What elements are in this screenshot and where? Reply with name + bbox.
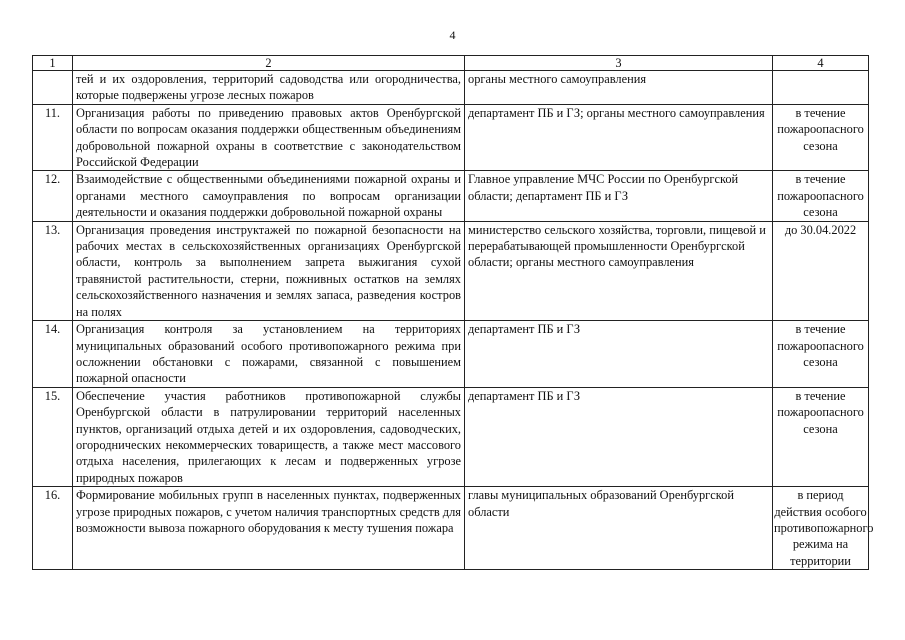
table-row <box>33 387 869 486</box>
table-row <box>33 71 869 105</box>
row-executor: департамент ПБ и ГЗ <box>465 387 773 486</box>
row-deadline <box>773 71 869 105</box>
row-activity: Организация проведения инструктажей по пожарной безопасности на рабочих местах в сельскохозяйственных организациях Оренбургской области, контроль за выполнением запрета выжигания сухой травянистой растительности, стерни, пожнивных остатков на землях сельскохозяйственного назначения и землях запаса, разведения костров на полях <box>73 221 465 320</box>
row-activity: Взаимодействие с общественными объединениями пожарной охраны и органами местного самоуправления по вопросам организации деятельности и оказания поддержки добровольной пожарной охраны <box>73 171 465 221</box>
header-col-deadline: 4 <box>773 56 869 71</box>
row-number: 15. <box>33 387 73 486</box>
row-executor: главы муниципальных образований Оренбургской области <box>465 487 773 570</box>
header-col-number: 1 <box>33 56 73 71</box>
row-deadline: в период действия особого противопожарного режима на территории <box>774 488 874 568</box>
row-number: 13. <box>33 221 73 320</box>
table-row <box>33 221 869 320</box>
row-deadline: в течение пожароопасного сезона <box>773 104 869 171</box>
table-row <box>33 321 869 388</box>
row-activity: Организация контроля за установлением на территориях муниципальных образований особого противопожарного режима при осложнении обстановки с пожарами, связанной с повышением пожарной опасности <box>73 321 465 388</box>
table-row <box>33 104 869 171</box>
row-number <box>33 71 73 105</box>
row-number: 16. <box>33 487 73 570</box>
table-row <box>33 487 869 570</box>
row-number: 14. <box>33 321 73 388</box>
row-executor: Главное управление МЧС России по Оренбургской области; департамент ПБ и ГЗ <box>465 171 773 221</box>
row-executor: департамент ПБ и ГЗ; органы местного самоуправления <box>465 104 773 171</box>
row-deadline: в течение пожароопасного сезона <box>773 387 869 486</box>
row-executor: министерство сельского хозяйства, торговли, пищевой и перерабатывающей промышленности Оренбургской области; органы местного самоуправления <box>465 221 773 320</box>
row-deadline: в течение пожароопасного сезона <box>773 171 869 221</box>
row-number: 12. <box>33 171 73 221</box>
action-plan-table <box>32 55 874 570</box>
row-activity: Обеспечение участия работников противопожарной службы Оренбургской области в патрулировании территорий населенных пунктов, организаций отдыха детей и их оздоровления, садоводческих, огороднических некоммерческих товариществ, а также мест массового отдыха населения, прилегающих к лесам и подверженных угрозе природных пожаров <box>73 387 465 486</box>
row-activity: Организация работы по приведению правовых актов Оренбургской области по вопросам оказания поддержки общественным объединениям добровольной пожарной охраны в соответствие с законодательством Российской Федерации <box>73 104 465 171</box>
table-row <box>33 171 869 221</box>
page-number: 4 <box>449 28 456 42</box>
row-number: 11. <box>33 104 73 171</box>
header-col-executor: 3 <box>465 56 773 71</box>
table-header-row <box>33 56 869 71</box>
row-activity: тей и их оздоровления, территорий садоводства или огородничества, которые подвержены угрозе лесных пожаров <box>73 71 465 105</box>
row-executor: департамент ПБ и ГЗ <box>465 321 773 388</box>
row-deadline: до 30.04.2022 <box>773 221 869 320</box>
row-deadline: в течение пожароопасного сезона <box>773 321 869 388</box>
header-col-activity: 2 <box>73 56 465 71</box>
row-activity: Формирование мобильных групп в населенных пунктах, подверженных угрозе природных пожаров, с учетом наличия транспортных средств для возможности вывоза пожарного оборудования к месту тушения пожара <box>73 487 465 570</box>
row-executor: органы местного самоуправления <box>465 71 773 105</box>
